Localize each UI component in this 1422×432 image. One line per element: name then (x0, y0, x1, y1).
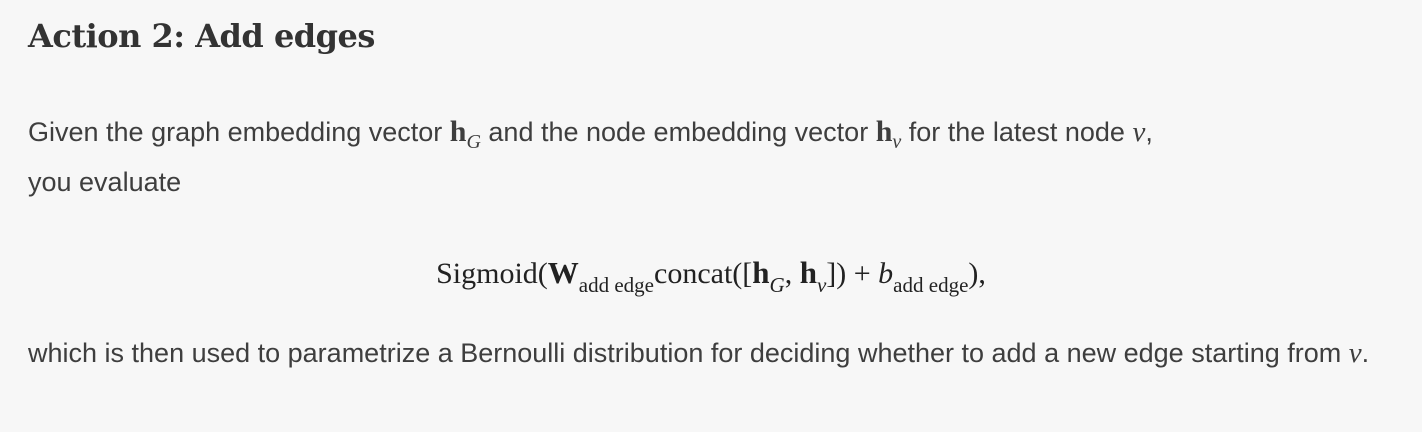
intro-text-4: , (1145, 117, 1153, 147)
conclusion-node-variable: v (1348, 337, 1362, 369)
node-embedding-symbol: h (875, 115, 893, 148)
section-heading: Action 2: Add edges (28, 17, 375, 55)
intro-text-2: and the node embedding vector (480, 117, 876, 147)
graph-embedding-symbol: h (449, 115, 467, 148)
eq-bias-symbol: b (878, 257, 894, 290)
eq-close: ]) + (826, 257, 879, 290)
conclusion-paragraph (28, 330, 1398, 377)
eq-sigmoid: Sigmoid( (436, 257, 548, 290)
eq-node-embedding-subscript: v (816, 273, 827, 297)
eq-graph-embedding: h (752, 255, 770, 290)
intro-text-3: for the latest node (901, 117, 1133, 147)
graph-embedding-subscript: G (466, 131, 481, 153)
node-variable: v (1132, 116, 1146, 148)
eq-bias-subscript: add edge (893, 273, 969, 297)
intro-paragraph (28, 108, 1398, 206)
eq-comma: , (784, 257, 800, 290)
intro-text-5: you evaluate (28, 167, 182, 197)
conclusion-text-2: . (1361, 338, 1370, 368)
eq-graph-embedding-subscript: G (769, 273, 785, 297)
node-embedding-subscript: v (892, 131, 902, 153)
conclusion-text-1: which is then used to parametrize a Bernoulli distribution for deciding whether to add a new edge starting from (28, 338, 1349, 368)
eq-end: ), (968, 257, 986, 290)
eq-weight-symbol: W (547, 255, 579, 290)
eq-weight-subscript: add edge (578, 273, 654, 297)
intro-text-1: Given the graph embedding vector (28, 117, 450, 147)
eq-node-embedding: h (799, 255, 817, 290)
sigmoid-equation (0, 248, 1422, 301)
eq-concat: concat([ (654, 257, 753, 290)
